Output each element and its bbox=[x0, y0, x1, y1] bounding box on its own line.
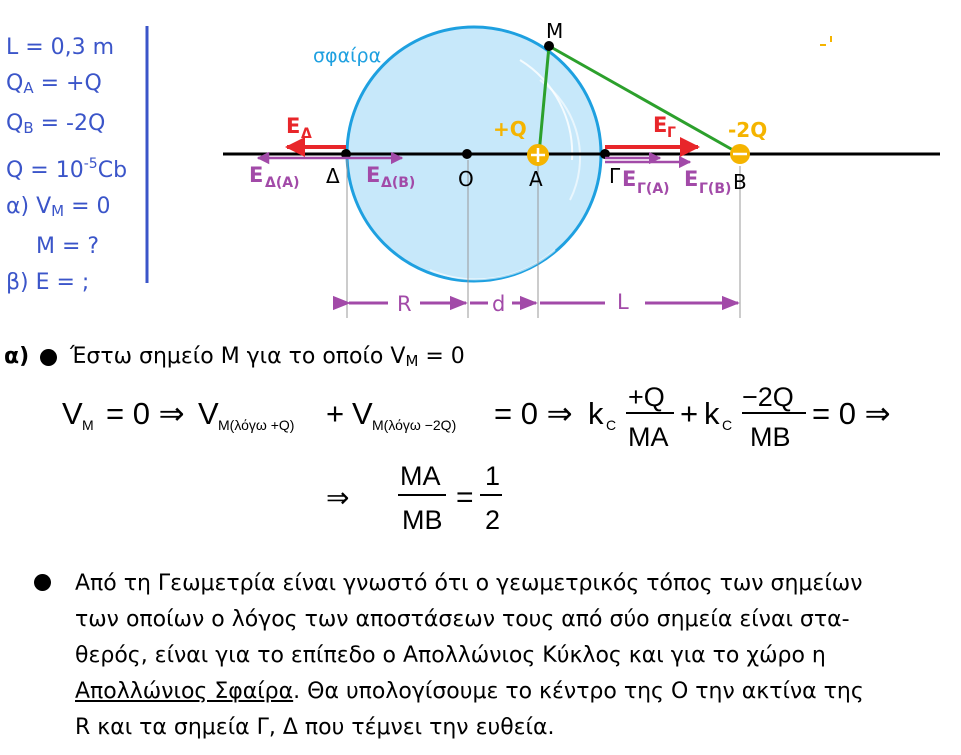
label-e-g-b bbox=[684, 167, 731, 197]
svg-text:Δ: Δ bbox=[301, 126, 312, 142]
svg-text:V: V bbox=[198, 396, 219, 431]
label-dim-d: d bbox=[492, 292, 506, 316]
para-line-5: R και τα σημεία Γ, Δ που τέμνει την ευθεία. bbox=[75, 715, 555, 740]
explanation-paragraph bbox=[75, 566, 955, 746]
charge-a-symbol bbox=[528, 145, 548, 165]
svg-text:=: = bbox=[456, 481, 474, 514]
svg-text:= 0 ⇒: = 0 ⇒ bbox=[812, 396, 891, 431]
svg-text:⇒: ⇒ bbox=[326, 482, 350, 513]
small-mark-2 bbox=[830, 36, 832, 42]
svg-text:M(λόγω +Q): M(λόγω +Q) bbox=[218, 417, 295, 433]
svg-text:+: + bbox=[680, 396, 699, 431]
svg-text:E: E bbox=[622, 167, 637, 191]
para-line-4: Απολλώνιος Σφαίρα. Θα υπολογίσουμε το κέντρο της O την ακτίνα της bbox=[75, 679, 864, 704]
given-charge-a: $Q_A = +Q$ bbox=[6, 71, 102, 97]
part-a-label: α) bbox=[4, 344, 30, 369]
svg-text:k: k bbox=[588, 396, 604, 431]
svg-text:Γ: Γ bbox=[667, 125, 676, 141]
svg-text:= 0 ⇒: = 0 ⇒ bbox=[494, 396, 573, 431]
point-o bbox=[462, 149, 472, 159]
svg-text:E: E bbox=[684, 167, 699, 191]
physics-diagram bbox=[0, 0, 961, 340]
svg-text:E: E bbox=[286, 114, 301, 138]
charge-b-symbol bbox=[730, 144, 750, 164]
label-g: Γ bbox=[609, 164, 621, 188]
svg-text:V: V bbox=[62, 396, 83, 431]
svg-text:Δ(B): Δ(B) bbox=[381, 175, 416, 191]
svg-text:E: E bbox=[366, 163, 381, 187]
given-length: L = 0,3 m bbox=[6, 35, 115, 60]
equation-ratio bbox=[0, 455, 961, 540]
label-dim-r: R bbox=[397, 292, 412, 316]
label-e-g-a bbox=[622, 167, 670, 197]
svg-text:C: C bbox=[722, 417, 733, 433]
svg-text:M: M bbox=[82, 417, 94, 433]
svg-text:2: 2 bbox=[485, 505, 501, 535]
label-charge-b: -2Q bbox=[728, 118, 768, 142]
svg-text:MA: MA bbox=[400, 461, 441, 491]
svg-text:M(λόγω −2Q): M(λόγω −2Q) bbox=[372, 417, 457, 433]
svg-text:= 0 ⇒: = 0 ⇒ bbox=[106, 396, 185, 431]
svg-text:+: + bbox=[326, 396, 345, 431]
given-question-a: α) $V_M = 0$ bbox=[6, 194, 111, 220]
label-e-d bbox=[286, 114, 312, 142]
label-charge-a: +Q bbox=[493, 117, 527, 141]
svg-text:MB: MB bbox=[402, 505, 443, 535]
para-line-3: θερός, είναι για το επίπεδο ο Απολλώνιος Κύκλος και για το χώρο η bbox=[75, 643, 826, 668]
label-e-d-a bbox=[249, 163, 299, 191]
label-b: B bbox=[733, 170, 747, 194]
bullet-1 bbox=[40, 349, 57, 366]
label-m: M bbox=[546, 19, 564, 43]
para-line-1: Από τη Γεωμετρία είναι γνωστό ότι ο γεωμετρικός τόπος των σημείων bbox=[75, 571, 863, 596]
svg-text:E: E bbox=[249, 163, 264, 187]
svg-text:E: E bbox=[653, 113, 668, 137]
label-dim-l: L bbox=[617, 290, 629, 314]
svg-text:V: V bbox=[352, 396, 373, 431]
svg-text:k: k bbox=[704, 396, 720, 431]
svg-text:1: 1 bbox=[485, 461, 501, 491]
given-question-b: β) E = ; bbox=[6, 270, 90, 295]
svg-text:C: C bbox=[606, 417, 617, 433]
svg-text:+Q: +Q bbox=[628, 382, 665, 412]
apollonius-sphere-term: Απολλώνιος Σφαίρα bbox=[75, 679, 294, 704]
svg-text:MB: MB bbox=[750, 422, 791, 452]
label-o: O bbox=[458, 167, 474, 191]
svg-text:Γ(B): Γ(B) bbox=[699, 181, 732, 197]
equation-potential bbox=[0, 380, 961, 460]
label-a: A bbox=[529, 167, 543, 191]
svg-text:−2Q: −2Q bbox=[742, 382, 794, 412]
bullet-2 bbox=[34, 574, 51, 591]
given-q-value: $Q = 10^{-5}Cb$ bbox=[6, 156, 128, 183]
svg-text:Δ(A): Δ(A) bbox=[265, 175, 300, 191]
given-charge-b: $Q_B = -2Q$ bbox=[6, 111, 106, 137]
step1-text: Έστω σημείο M για το οποίο $V_M = 0$ bbox=[70, 344, 465, 370]
label-d: Δ bbox=[326, 164, 340, 188]
sphere-label: σφαίρα bbox=[313, 45, 382, 67]
small-mark bbox=[820, 44, 826, 46]
para-line-2: των οποίων ο λόγος των αποστάσεων τους από σύο σημεία είναι στα- bbox=[75, 607, 850, 632]
svg-text:Γ(A): Γ(A) bbox=[637, 181, 670, 197]
given-question-m: M = ? bbox=[36, 234, 100, 259]
svg-text:MA: MA bbox=[628, 422, 669, 452]
